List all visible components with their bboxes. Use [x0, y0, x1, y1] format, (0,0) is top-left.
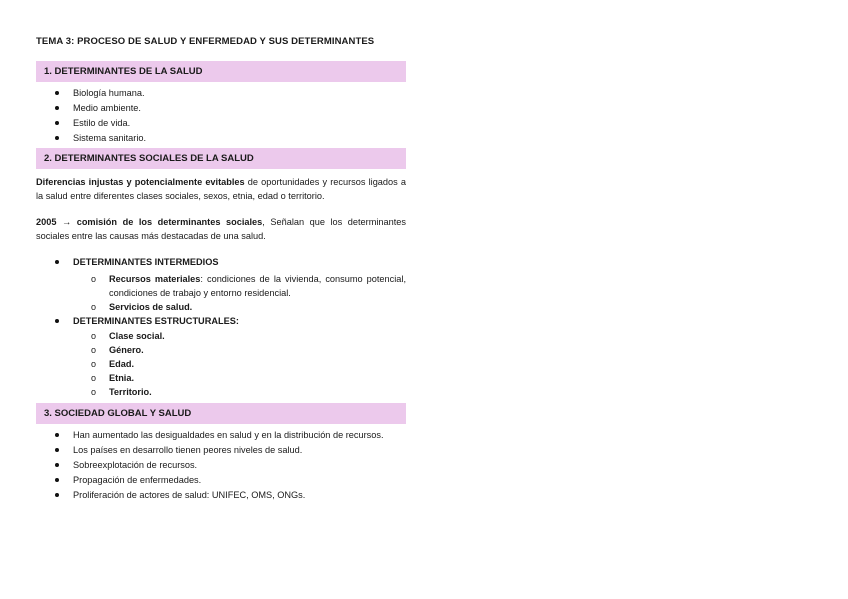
- intermedios-sublist: [36, 272, 406, 314]
- sublist-item: [36, 343, 406, 357]
- section-header-sociedad-global: 3. SOCIEDAD GLOBAL Y SALUD: [36, 403, 406, 424]
- document-title: TEMA 3: PROCESO DE SALUD Y ENFERMEDAD Y SUS DETERMINANTES: [36, 36, 375, 47]
- intermedios-label: DETERMINANTES INTERMEDIOS: [73, 257, 219, 267]
- document-page: [36, 36, 406, 505]
- sublist-item: [36, 385, 406, 399]
- list-item: Medio ambiente.: [36, 101, 406, 116]
- list-item: Sobreexplotación de recursos.: [36, 458, 406, 473]
- sublist-item-label: Territorio.: [109, 387, 152, 397]
- sociedad-global-list: [36, 428, 406, 503]
- list-item-estructurales: [36, 314, 406, 329]
- social-determinants-list: [36, 255, 406, 270]
- list-item: Proliferación de actores de salud: UNIFEC, OMS, ONGs.: [36, 488, 406, 503]
- sublist-item-label: Género.: [109, 345, 144, 355]
- list-item: Sistema sanitario.: [36, 131, 406, 146]
- recursos-materiales-text: : condiciones de la vivienda, consumo potencial, condiciones de trabajo y entorno residencial.: [109, 274, 406, 298]
- list-item: Los países en desarrollo tienen peores niveles de salud.: [36, 443, 406, 458]
- list-item: Propagación de enfermedades.: [36, 473, 406, 488]
- sublist-item: [36, 371, 406, 385]
- sublist-item-label: Clase social.: [109, 331, 165, 341]
- list-item-intermedios: [36, 255, 406, 270]
- definition-bold: Diferencias injustas y potencialmente evitables: [36, 177, 245, 187]
- sublist-item-label: Etnia.: [109, 373, 135, 383]
- estructurales-label: DETERMINANTES ESTRUCTURALES:: [73, 316, 239, 326]
- commission-paragraph: [36, 215, 406, 243]
- commission-bold: 2005 → comisión de los determinantes sociales: [36, 217, 263, 227]
- sublist-item-label: Edad.: [109, 359, 135, 369]
- section-header-determinantes: 1. DETERMINANTES DE LA SALUD: [36, 61, 406, 82]
- sublist-item: [36, 357, 406, 371]
- definition-text: de oportunidades y recursos ligados a la salud entre diferentes clases sociales, sexos, etnia, edad o territorio.: [36, 177, 406, 201]
- commission-text: , Señalan que los determinantes sociales entre las causas más destacadas de una salud.: [36, 217, 406, 241]
- sublist-item: [36, 329, 406, 343]
- estructurales-list: [36, 314, 406, 329]
- list-item: Estilo de vida.: [36, 116, 406, 131]
- sublist-item: [36, 272, 406, 300]
- list-item: Biología humana.: [36, 86, 406, 101]
- determinantes-list: [36, 86, 406, 146]
- servicios-label: Servicios de salud.: [109, 302, 193, 312]
- list-item: Han aumentado las desigualdades en salud y en la distribución de recursos.: [36, 428, 406, 443]
- section-header-determinantes-sociales: 2. DETERMINANTES SOCIALES DE LA SALUD: [36, 148, 406, 169]
- sublist-item: [36, 300, 406, 314]
- estructurales-sublist: [36, 329, 406, 399]
- definition-paragraph: [36, 175, 406, 203]
- recursos-materiales-bold: Recursos materiales: [109, 274, 201, 284]
